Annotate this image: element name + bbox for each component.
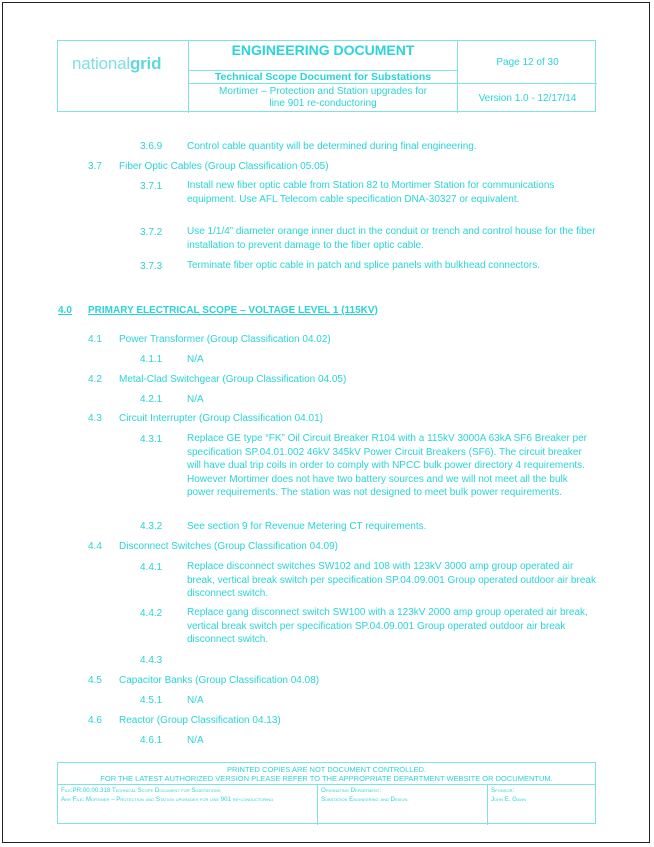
section-number: 4.4.2 bbox=[140, 608, 163, 619]
section-number: 4.1 bbox=[88, 334, 102, 345]
document-header bbox=[57, 40, 596, 112]
footer-sponsor bbox=[488, 785, 595, 825]
section-number: 4.4.3 bbox=[140, 655, 163, 666]
version-date: Version 1.0 - 12/17/14 bbox=[478, 93, 577, 104]
section-number: 4.3 bbox=[88, 413, 102, 424]
section-number: 4.6 bbox=[88, 715, 102, 726]
logo-suffix: grid bbox=[129, 54, 162, 73]
section-text: N/A bbox=[187, 735, 204, 746]
major-section-number: 4.0 bbox=[58, 305, 72, 316]
section-text: See section 9 for Revenue Metering CT requirements. bbox=[187, 521, 427, 532]
section-number: 4.3.1 bbox=[140, 434, 163, 445]
section-number: 4.1.1 bbox=[140, 354, 163, 365]
section-number: 4.5.1 bbox=[140, 695, 163, 706]
section-text: Control cable quantity will be determined during final engineering. bbox=[187, 141, 477, 152]
section-text: Terminate fiber optic cable in patch and splice panels with bulkhead connectors. bbox=[187, 260, 540, 271]
logo-prefix: national bbox=[72, 54, 130, 73]
section-text: Replace gang disconnect switch SW100 with a 123kV 2000 amp group operated air break, vertical break switch per specification SP.04.09.001 Group operated outdoor air break disconnect switch. bbox=[187, 607, 588, 646]
footer-sponsor-label: Sponsor: bbox=[491, 787, 515, 794]
section-number: 3.6.9 bbox=[140, 141, 163, 152]
section-number: 3.7.1 bbox=[140, 181, 163, 192]
section-heading: Power Transformer (Group Classification 04.02) bbox=[119, 334, 331, 345]
footer-originating-label: Originating Department: bbox=[321, 787, 382, 794]
section-number: 4.5 bbox=[88, 675, 102, 686]
section-text: N/A bbox=[187, 695, 204, 706]
section-number: 4.3.2 bbox=[140, 521, 163, 532]
footer-originating-value: Substation Engineering and Design bbox=[321, 795, 408, 803]
section-number: 4.4 bbox=[88, 541, 102, 552]
document-subtitle: Technical Scope Document for Substations bbox=[188, 70, 458, 84]
section-number: 4.2 bbox=[88, 374, 102, 385]
section-number: 4.6.1 bbox=[140, 735, 163, 746]
section-heading: Circuit Interrupter (Group Classification 04.01) bbox=[119, 413, 323, 424]
section-number: 4.4.1 bbox=[140, 562, 163, 573]
section-text: N/A bbox=[187, 354, 204, 365]
project-title bbox=[188, 84, 458, 113]
section-number: 3.7.2 bbox=[140, 227, 163, 238]
footer-version-notice: FOR THE LATEST AUTHORIZED VERSION PLEASE REFER TO THE APPROPRIATE DEPARTMENT WEBSITE OR DOCUMENTUM. bbox=[58, 774, 595, 785]
footer-file: File:PR.00.00.318 Technical Scope Document for Substations bbox=[61, 787, 221, 794]
major-section-heading: PRIMARY ELECTRICAL SCOPE – VOLTAGE LEVEL 1 (115KV) bbox=[88, 305, 378, 316]
section-number: 3.7 bbox=[88, 161, 102, 172]
project-title-line1: Mortimer – Protection and Station upgrades for bbox=[219, 86, 427, 97]
footer-arr-file: Arr File: Mortimer – Protection and Station upgrades for line 901 re-conductoring bbox=[61, 795, 274, 803]
footer-sponsor-value: John E. Gavin bbox=[491, 795, 527, 803]
footer-control-notice: PRINTED COPIES ARE NOT DOCUMENT CONTROLLED. bbox=[227, 765, 426, 774]
section-number: 3.7.3 bbox=[140, 261, 163, 272]
section-heading: Metal-Clad Switchgear (Group Classification 04.05) bbox=[119, 374, 347, 385]
section-heading: Capacitor Banks (Group Classification 04.08) bbox=[119, 675, 320, 686]
section-text: Use 1/1/4” diameter orange inner duct in the conduit or trench and control house for the fiber installation to prevent damage to the fiber optic cable. bbox=[187, 226, 596, 251]
section-number: 4.2.1 bbox=[140, 394, 163, 405]
section-text: N/A bbox=[187, 394, 204, 405]
footer-originating-department bbox=[318, 785, 488, 825]
section-text: Replace GE type “FK” Oil Circuit Breaker R104 with a 115kV 3000A 63kA SF6 Breaker per specification SP.04.01.002 46kV 345kV Power Circuit Breakers (SF6). The circuit breaker will have dual trip coils in order to comply with NPCC bulk power directory 4 requirements. However Mortimer does not have two battery sources and we will not meet all the bulk power requirements. The station was not designed to meet bulk power requirements. bbox=[187, 433, 587, 499]
document-footer bbox=[57, 762, 596, 824]
section-text: Replace disconnect switches SW102 and 108 with 123kV 3000 amp group operated air break, vertical break switch per specification SP.04.09.001 Group operated outdoor air break disconnect switch. bbox=[187, 561, 596, 600]
project-title-line2: line 901 re-conductoring bbox=[269, 98, 377, 109]
document-type: ENGINEERING DOCUMENT bbox=[188, 41, 458, 70]
section-heading: Fiber Optic Cables (Group Classification 05.05) bbox=[119, 161, 329, 172]
footer-file-info bbox=[58, 785, 318, 825]
national-grid-logo bbox=[72, 54, 161, 74]
section-heading: Reactor (Group Classification 04.13) bbox=[119, 715, 281, 726]
page-number: Page 12 of 30 bbox=[458, 41, 597, 84]
section-heading: Disconnect Switches (Group Classification 04.09) bbox=[119, 541, 338, 552]
section-text: Install new fiber optic cable from Station 82 to Mortimer Station for communications equipment. Use AFL Telecom cable specification DNA-30327 or equivalent. bbox=[187, 180, 555, 205]
